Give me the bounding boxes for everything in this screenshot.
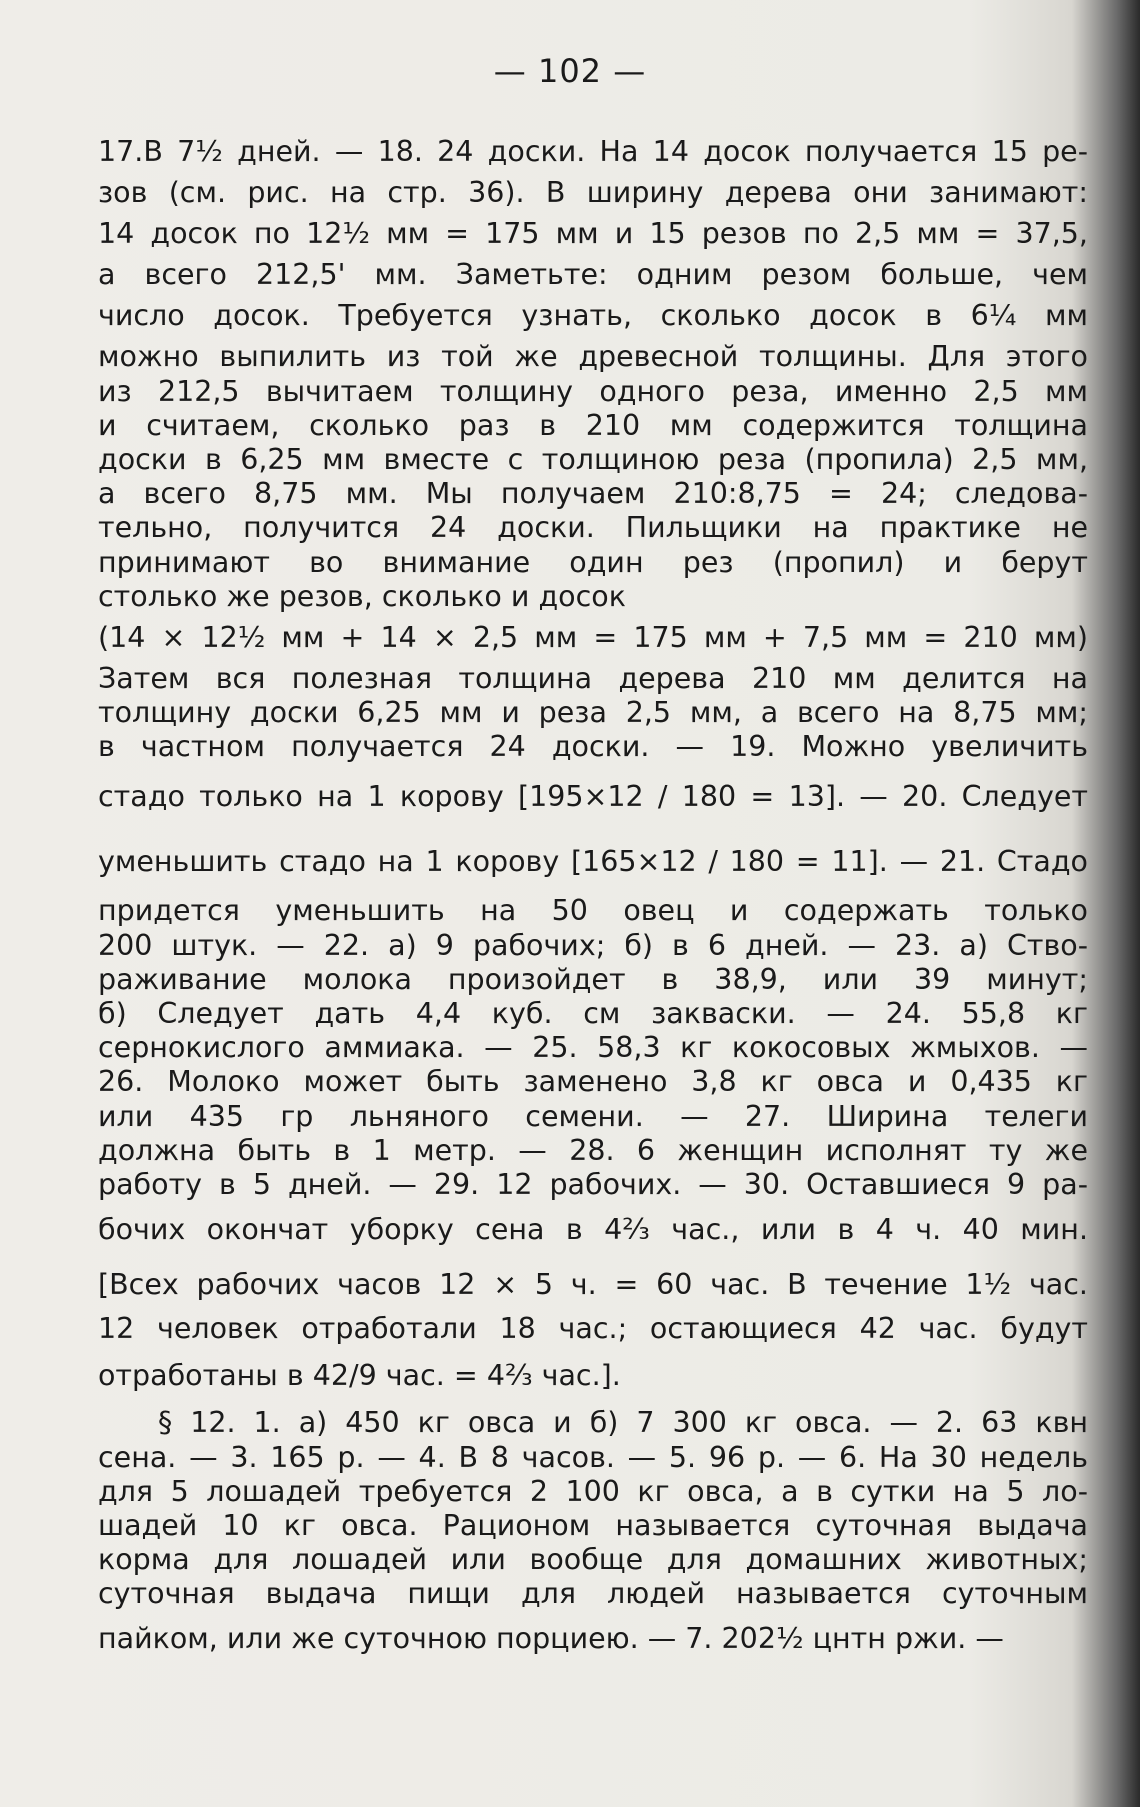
text-line: 200 штук. — 22. а) 9 рабочих; б) в 6 дней. — 23. а) Ство- (98, 928, 1088, 962)
text-line: корма для лошадей или вообще для домашних животных; (98, 1543, 1088, 1577)
text-line: бочих окончат уборку сена в 4⅔ час., или в 4 ч. 40 мин. (98, 1213, 1088, 1247)
text-line: 14 досок по 12½ мм = 175 мм и 15 резов по 2,5 мм = 37,5, (98, 217, 1088, 251)
text-line: придется уменьшить на 50 овец и содержать только (98, 894, 1088, 928)
text-line: отработаны в 42/9 час. = 4⅔ час.]. (98, 1359, 621, 1393)
text-line: Затем вся полезная толщина дерева 210 мм делится на (98, 661, 1088, 695)
text-line: зов (см. рис. на стр. 36). В ширину дерева они занимают: (98, 176, 1088, 209)
text-line: а всего 212,5' мм. Заметьте: одним резом больше, чем (98, 258, 1088, 292)
text-line: раживание молока произойдет в 38,9, или 39 минут; (98, 962, 1088, 996)
text-line: 17.В 7½ дней. — 18. 24 доски. На 14 досок получается 15 ре- (98, 135, 1088, 168)
text-line: пайком, или же суточною порциею. — 7. 202½ цнтн ржи. — (98, 1622, 1004, 1656)
text-line: стадо только на 1 корову [195×12 / 180 = 13]. — 20. Следует (98, 780, 1088, 814)
text-line: сернокислого аммиака. — 25. 58,3 кг кокосовых жмыхов. — (98, 1031, 1088, 1065)
text-line: из 212,5 вычитаем толщину одного реза, именно 2,5 мм (98, 374, 1088, 408)
text-line: 26. Молоко может быть заменено 3,8 кг овса и 0,435 кг (98, 1065, 1088, 1099)
text-line: для 5 лошадей требуется 2 100 кг овса, а в сутки на 5 ло- (98, 1474, 1088, 1508)
text-line: а всего 8,75 мм. Мы получаем 210:8,75 = 24; следова- (98, 477, 1088, 511)
text-line: и считаем, сколько раз в 210 мм содержится толщина (98, 408, 1088, 442)
text-line: толщину доски 6,25 мм и реза 2,5 мм, а всего на 8,75 мм; (98, 696, 1088, 730)
text-line: доски в 6,25 мм вместе с толщиною реза (пропила) 2,5 мм, (98, 442, 1088, 476)
text-line: суточная выдача пищи для людей называется суточным (98, 1577, 1088, 1611)
text-line: должна быть в 1 метр. — 28. 6 женщин исполнят ту же (98, 1133, 1088, 1167)
text-line: уменьшить стадо на 1 корову [165×12 / 180 = 11]. — 21. Стадо (98, 845, 1088, 879)
text-line: шадей 10 кг овса. Рационом называется суточная выдача (98, 1508, 1088, 1542)
text-line: 12 человек отработали 18 час.; остающиеся 42 час. будут (98, 1312, 1088, 1346)
section-line: § 12. 1. а) 450 кг овса и б) 7 300 кг овса. — 2. 63 квн (158, 1406, 1088, 1440)
formula-line: (14 × 12½ мм + 14 × 2,5 мм = 175 мм + 7,5 мм = 210 мм) (98, 620, 1088, 654)
text-line: принимают во внимание один рез (пропил) и берут (98, 545, 1088, 579)
text-line: в частном получается 24 доски. — 19. Можно увеличить (98, 730, 1088, 764)
text-line: б) Следует дать 4,4 куб. см закваски. — 24. 55,8 кг (98, 997, 1088, 1030)
page-body (98, 128, 1088, 1667)
text-line: сена. — 3. 165 р. — 4. В 8 часов. — 5. 96 р. — 6. На 30 недель (98, 1440, 1088, 1474)
text-line: или 435 гр льняного семени. — 27. Ширина телеги (98, 1099, 1088, 1133)
text-line: столько же резов, сколько и досок (98, 579, 626, 613)
page-number: — 102 — (493, 52, 647, 90)
text-line: работу в 5 дней. — 29. 12 рабочих. — 30. Оставшиеся 9 ра- (98, 1167, 1088, 1201)
text-line: число досок. Требуется узнать, сколько досок в 6¼ мм (98, 299, 1088, 333)
text-line: [Всех рабочих часов 12 × 5 ч. = 60 час. В течение 1½ час. (98, 1268, 1088, 1302)
text-line: можно выпилить из той же древесной толщины. Для этого (98, 340, 1088, 374)
text-line: тельно, получится 24 доски. Пильщики на практике не (98, 511, 1088, 545)
